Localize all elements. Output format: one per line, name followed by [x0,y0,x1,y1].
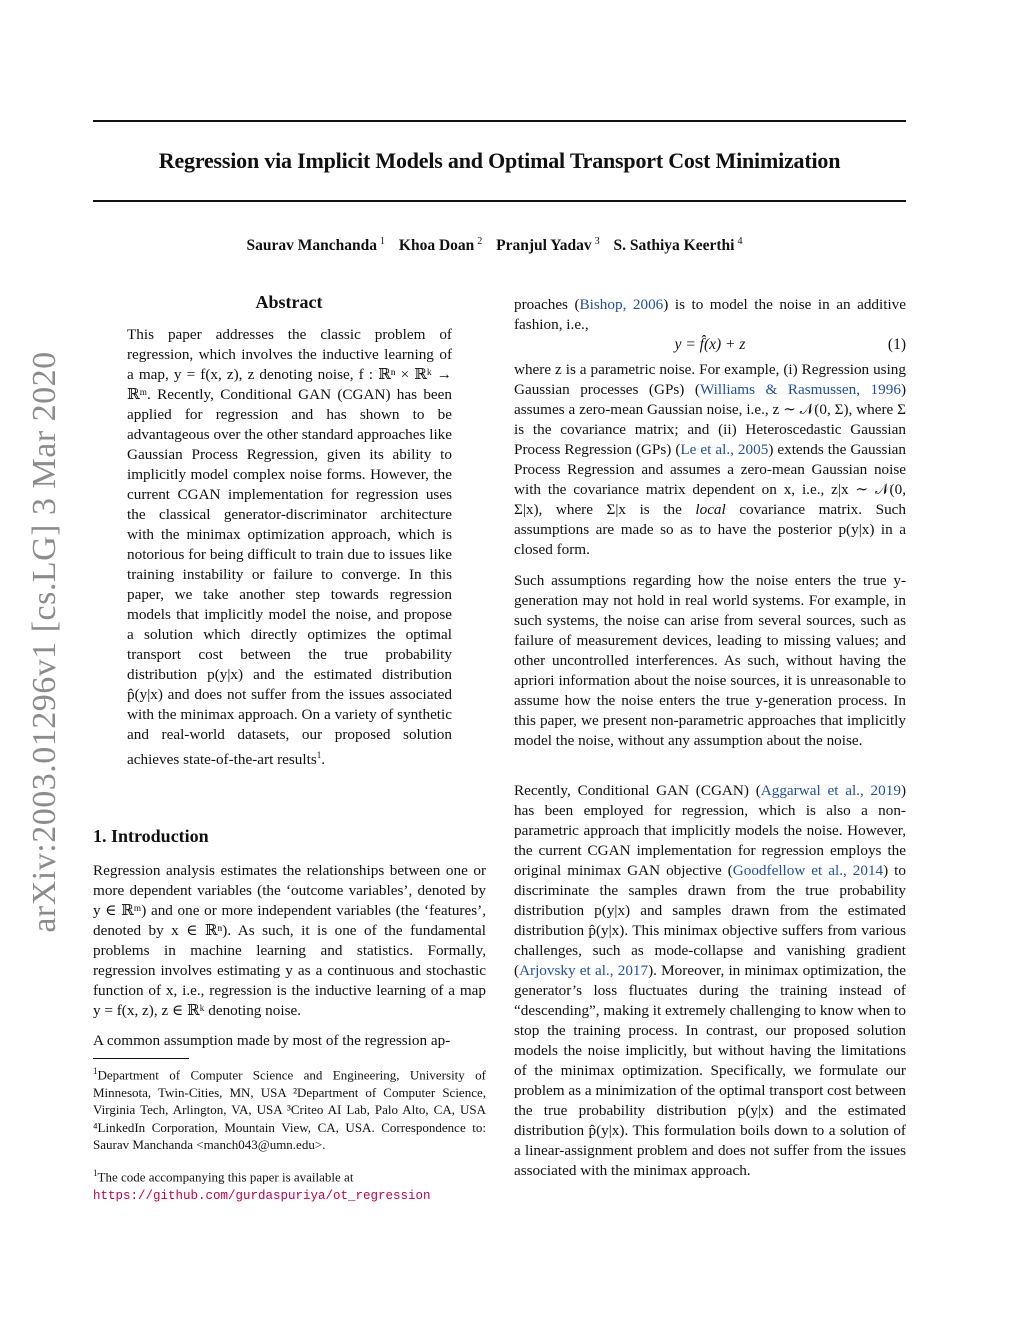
intro-paragraph-1: Regression analysis estimates the relationships between one or more dependent variables (the ‘outcome variables’, denoted by y ∈ ℝᵐ) and one or more independent variables (the ‘features’, denoted by x ∈ ℝⁿ). As such, it is one of the fundamental problems in machine learning and statistics. Formally, regression involves estimating y as a continuous and stochastic function of x, i.e., regression is the inductive learning of a map y = f(x, z), z ∈ ℝᵏ denoting noise. [93,862,486,1019]
abstract-end: . [321,751,326,769]
intro-paragraph-2: A common assumption made by most of the regression ap- [93,1032,451,1049]
text-run: ) has been employed for regression, which is also a non-parametric approach that implicitly models the noise. However, the current CGAN implementation for regression employs the original minimax GAN objective ( [514,782,906,879]
right-paragraph-2 [514,360,906,560]
author-affil: 3 [594,236,600,247]
citation-link[interactable]: Aggarwal et al., 2019 [760,782,901,799]
abstract-text [127,325,452,770]
abstract-body: This paper addresses the classic problem of regression, which involves the inductive learning of a map, y = f(x, z), z denoting noise, f : ℝⁿ × ℝᵏ → ℝᵐ. Recently, Conditional GAN (CGAN) has been applied for regression and has shown to be advantageous over the other standard approaches like Gaussian Process Regression, given its ability to implicitly model complex noise forms. However, the current CGAN implementation for regression uses the classical generator-discriminator architecture with the minimax optimization approach, which is notorious for being difficult to train due to issues like training instability or failure to converge. In this paper, we take another step towards regression models that implicitly model the noise, and propose a solution which directly optimizes the optimal transport cost between the true probability distribution p(y|x) and the estimated distribution p̂(y|x) and does not suffer from the issues associated with the minimax approach. On a variety of synthetic and real-world datasets, our proposed solution achieves state-of-the-art results [127,326,452,769]
section-heading-introduction: 1. Introduction [93,826,209,846]
affiliation-footnote [93,1063,486,1154]
author-name: Saurav Manchanda [246,237,378,255]
citation-link[interactable]: Le et al., 2005 [680,441,769,458]
text-run: ) extends the Gaussian Process Regression and assumes a zero-mean Gaussian noise with the covariance matrix dependent on x, i.e., z|x ∼ 𝒩(0, Σ|x), where Σ|x is the [514,441,906,518]
code-footnote [93,1165,486,1205]
equation-expression: y = f̂(x) + z [674,336,746,353]
right-paragraph-1 [514,295,906,335]
author-affil: 2 [477,236,483,247]
citation-link[interactable]: Williams & Rasmussen, 1996 [699,381,901,398]
arxiv-stamp: arXiv:2003.01296v1 [cs.LG] 3 Mar 2020 [26,351,63,933]
text-run: ) is to model the noise in an additive fashion, i.e., [514,296,907,333]
paper-title: Regression via Implicit Models and Optimal Transport Cost Minimization [158,148,841,173]
footnote-marker: 1 [93,1066,98,1076]
author-affil: 1 [380,236,386,247]
text-run: ) assumes a zero-mean Gaussian noise, i.e., z ∼ 𝒩(0, Σ), where Σ is the covariance matrix; and (ii) Heteroscedastic Gaussian Process Regression (GPs) ( [514,381,906,458]
right-paragraph-3: Such assumptions regarding how the noise enters the true y-generation may not hold in real world systems. For example, in such systems, the noise can arise from several sources, such as failure of measurement devices, leading to missing values; and other uncontrolled interferences. As such, without having the apriori information about the noise sources, it is unreasonable to assume how the noise enters the true y-generation process. In this paper, we present non-parametric approaches that implicitly model the noise, without any assumption about the noise. [514,572,906,749]
author-affil: 4 [737,236,743,247]
affiliation-text: Department of Computer Science and Engineering, University of Minnesota, Twin-Cities, MN, USA ²Department of Computer Science, Virginia Tech, Arlington, VA, USA ³Criteo AI Lab, Palo Alto, CA, USA ⁴LinkedIn Corporation, Mountain View, CA, USA. Correspondence to: Saurav Manchanda <manch043@umn.edu>. [93,1067,486,1153]
author-name: Pranjul Yadav [496,237,592,255]
equation-number: (1) [887,336,906,353]
code-footnote-text: The code accompanying this paper is available at [97,1169,354,1185]
citation-link[interactable]: Arjovsky et al., 2017 [519,962,649,979]
author-list [93,236,906,255]
text-run: ) to discriminate the samples drawn from the true probability distribution p(y|x) and samples drawn from the estimated distribution p̂(y|x). This minimax objective suffers from various challenges, such as mode-collapse and vanishing gradient ( [514,862,906,979]
text-run: covariance matrix. Such assumptions are made so as to have the posterior p(y|x) in a closed form. [514,501,906,558]
abstract-heading: Abstract [255,292,323,312]
right-paragraph-4 [514,781,906,1181]
text-run: proaches ( [514,296,580,313]
author-name: S. Sathiya Keerthi [613,237,735,255]
citation-link[interactable]: Goodfellow et al., 2014 [732,862,884,879]
text-run: Recently, Conditional GAN (CGAN) ( [514,782,761,799]
footnote-rule [93,1058,189,1059]
emphasis-text: local [695,501,726,518]
text-run: ). Moreover, in minimax optimization, the generator’s loss fluctuates during the training instead of “descending”, making it extremely challenging to know when to stop the training process. In contrast, our proposed solution models the noise implicitly, but without having the limitations of the minimax optimization. Specifically, we formulate our problem as a minimization of the optimal transport cost between the true probability distribution p(y|x) and the estimated distribution p̂(y|x). This formulation boils down to a solution of a linear-assignment problem and does not suffer from the issues associated with the minimax approach. [514,962,906,1179]
code-url-link[interactable]: https://github.com/gurdaspuriya/ot_regression [93,1188,431,1203]
top-rule [93,120,906,122]
author-name: Khoa Doan [398,237,475,255]
footnote-marker: 1 [316,750,322,760]
footnote-marker: 1 [93,1168,98,1178]
citation-link[interactable]: Bishop, 2006 [579,296,664,313]
text-run: where z is a parametric noise. For example, (i) Regression using Gaussian processes (GPs) ( [514,361,906,398]
equation-1 [514,336,906,356]
title-bottom-rule [93,200,906,202]
